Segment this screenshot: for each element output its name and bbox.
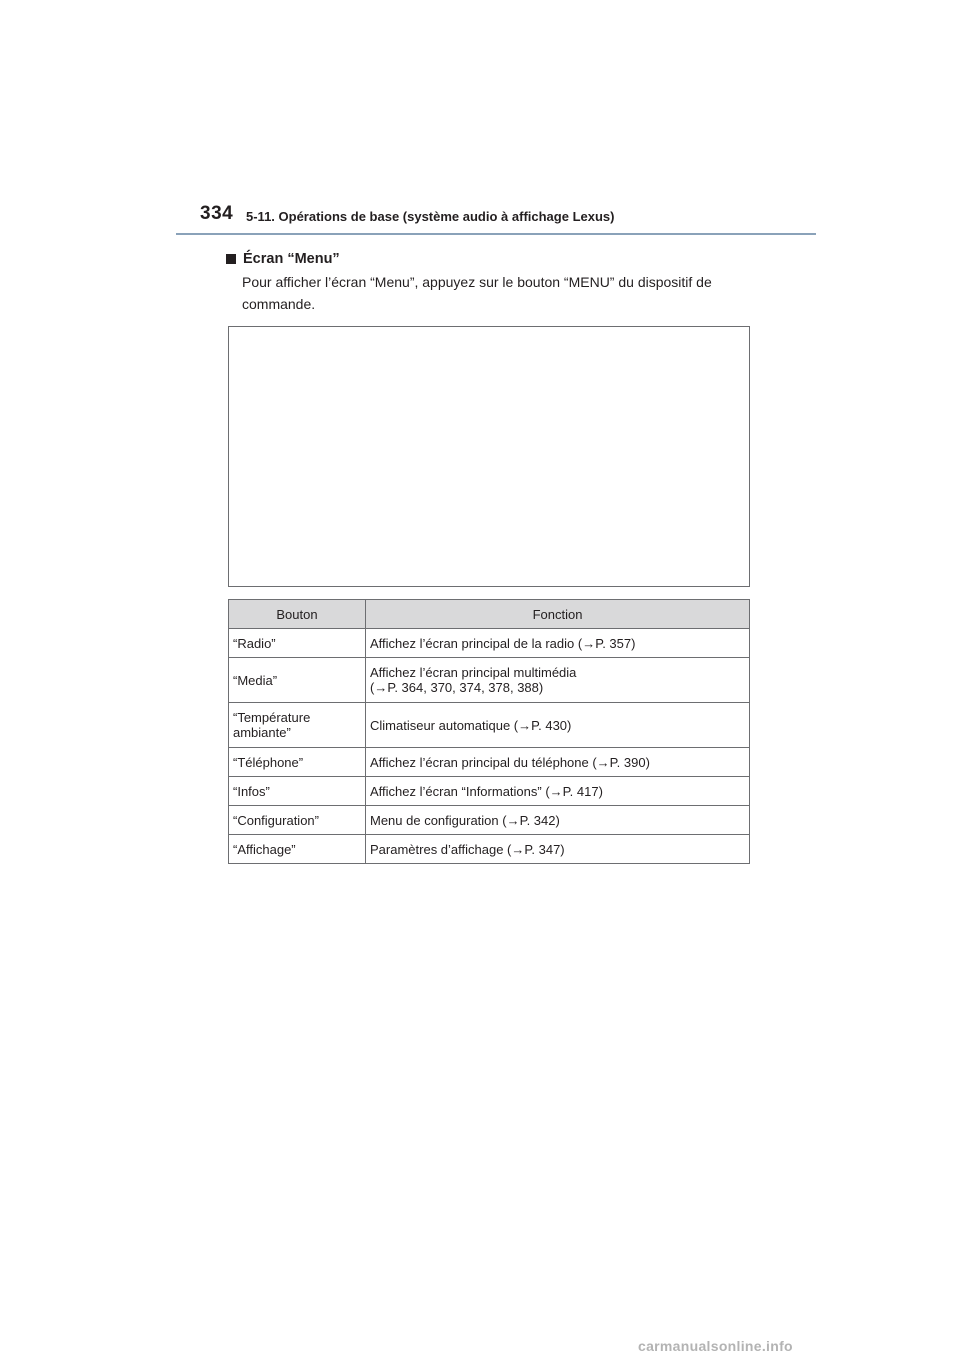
table-row xyxy=(229,658,750,703)
watermark-link[interactable]: carmanualsonline.info xyxy=(638,1338,793,1354)
table-row xyxy=(229,748,750,777)
page-number: 334 xyxy=(200,203,234,224)
section-heading xyxy=(224,251,340,267)
table-row xyxy=(229,835,750,864)
button-cell: “Infos” xyxy=(229,777,366,806)
table-row xyxy=(229,703,750,748)
function-cell: Affichez l’écran principal de la radio (→P. 357) xyxy=(366,629,750,658)
instruction-paragraph xyxy=(242,271,762,315)
button-cell: “Affichage” xyxy=(229,835,366,864)
header-function: Fonction xyxy=(366,600,750,629)
function-cell: Affichez l’écran principal multimédia (→P. 364, 370, 374, 378, 388) xyxy=(366,658,750,703)
function-cell: Menu de configuration (→P. 342) xyxy=(366,806,750,835)
button-cell: “Téléphone” xyxy=(229,748,366,777)
function-cell: Paramètres d’affichage (→P. 347) xyxy=(366,835,750,864)
table-row xyxy=(229,806,750,835)
instruction-line-1: Pour afficher l’écran “Menu”, appuyez sur le bouton “MENU” du dispositif de xyxy=(242,274,712,290)
section-heading-text: Écran “Menu” xyxy=(243,251,340,267)
square-bullet-icon xyxy=(226,254,236,264)
function-cell: Affichez l’écran principal du téléphone (→P. 390) xyxy=(366,748,750,777)
table-header-row xyxy=(229,600,750,629)
button-cell: “Température ambiante” xyxy=(229,703,366,748)
function-table xyxy=(228,599,750,864)
button-cell: “Configuration” xyxy=(229,806,366,835)
function-cell: Affichez l’écran “Informations” (→P. 417) xyxy=(366,777,750,806)
function-cell: Climatiseur automatique (→P. 430) xyxy=(366,703,750,748)
button-cell: “Media” xyxy=(229,658,366,703)
button-cell: “Radio” xyxy=(229,629,366,658)
table-row xyxy=(229,629,750,658)
header-rule xyxy=(176,233,816,235)
screen-illustration xyxy=(228,326,750,587)
instruction-line-2: commande. xyxy=(242,296,316,312)
header-button: Bouton xyxy=(229,600,366,629)
table-row xyxy=(229,777,750,806)
running-header: 5-11. Opérations de base (système audio à affichage Lexus) xyxy=(246,209,615,224)
